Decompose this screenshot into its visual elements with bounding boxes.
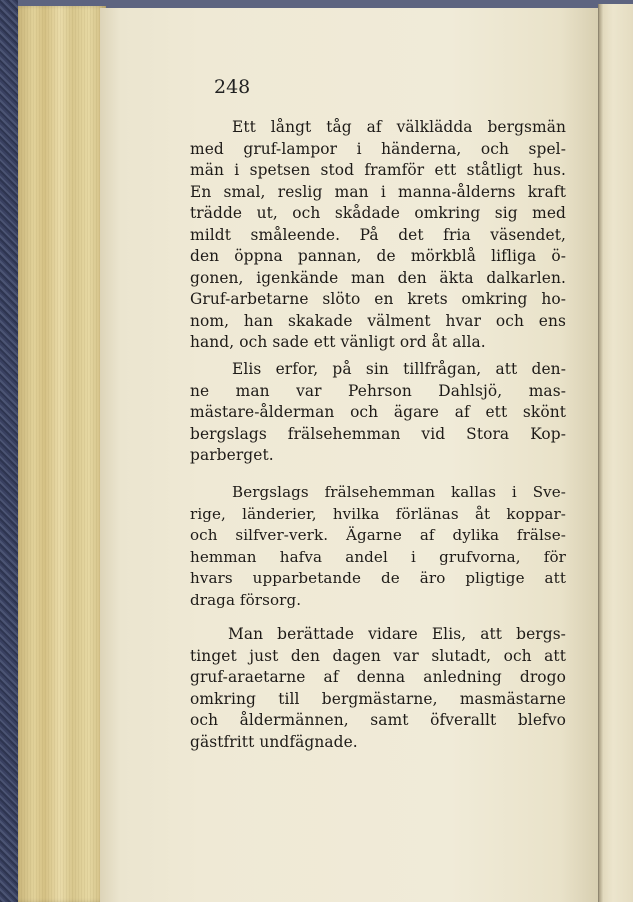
text-line: draga försorg.: [190, 590, 302, 609]
text-line: Bergslags frälsehemman kallas i Sve-: [232, 483, 566, 501]
page-number: 248: [214, 76, 251, 98]
text-line: hand, och sade ett vänligt ord åt alla.: [190, 333, 486, 351]
text-line: gonen, igenkände man den äkta dalkarlen.: [190, 268, 566, 287]
book-cover-edge: [0, 0, 18, 902]
text-line: män i spetsen stod framför ett ståtligt hus.: [190, 161, 566, 179]
paragraph-3-footnote: [190, 482, 566, 611]
text-line: omkring till bergmästarne, masmästarne: [190, 689, 566, 708]
text-line: mästare-ålderman och ägare af ett skönt: [190, 403, 566, 421]
facing-page-edge: [598, 4, 633, 902]
text-line: och åldermännen, samt öfverallt blefvo: [190, 711, 566, 729]
book-top-edge: [18, 0, 633, 8]
text-line: gästfritt undfägnade.: [190, 732, 358, 751]
text-line: tinget just den dagen var slutadt, och att: [190, 646, 566, 665]
text-line: gruf-araetarne af denna anledning drogo: [190, 668, 566, 686]
text-line: bergslags frälsehemman vid Stora Kop-: [190, 424, 566, 443]
page-stack-edge: [18, 6, 106, 902]
text-line: och silfver-verk. Ägarne af dylika frälse-: [190, 526, 566, 544]
paragraph-1: [190, 117, 566, 354]
text-line: parberget.: [190, 446, 274, 464]
text-line: nom, han skakade välment hvar och ens: [190, 311, 566, 330]
text-line: mildt småleende. På det fria väsendet,: [190, 225, 566, 244]
paragraph-4: [190, 624, 566, 753]
text-line: med gruf-lampor i händerna, och spel-: [190, 139, 566, 158]
text-line: En smal, reslig man i manna-ålderns kraft: [190, 182, 566, 201]
text-line: hvars upparbetande de äro pligtige att: [190, 569, 566, 587]
text-line: Ett långt tåg af välklädda bergsmän: [232, 118, 566, 136]
text-line: den öppna pannan, de mörkblå lifliga ö-: [190, 247, 566, 265]
text-line: Gruf-arbetarne slöto en krets omkring ho-: [190, 290, 566, 308]
text-line: ne man var Pehrson Dahlsjö, mas-: [190, 381, 566, 400]
paragraph-2: [190, 359, 566, 467]
text-line: rige, länderier, hvilka förlänas åt koppar-: [190, 504, 566, 523]
text-line: trädde ut, och skådade omkring sig med: [190, 204, 566, 222]
text-line: Man berättade vidare Elis, att bergs-: [228, 625, 566, 643]
text-line: Elis erfor, på sin tillfrågan, att den-: [232, 360, 566, 378]
text-line: hemman hafva andel i grufvorna, för: [190, 547, 566, 566]
